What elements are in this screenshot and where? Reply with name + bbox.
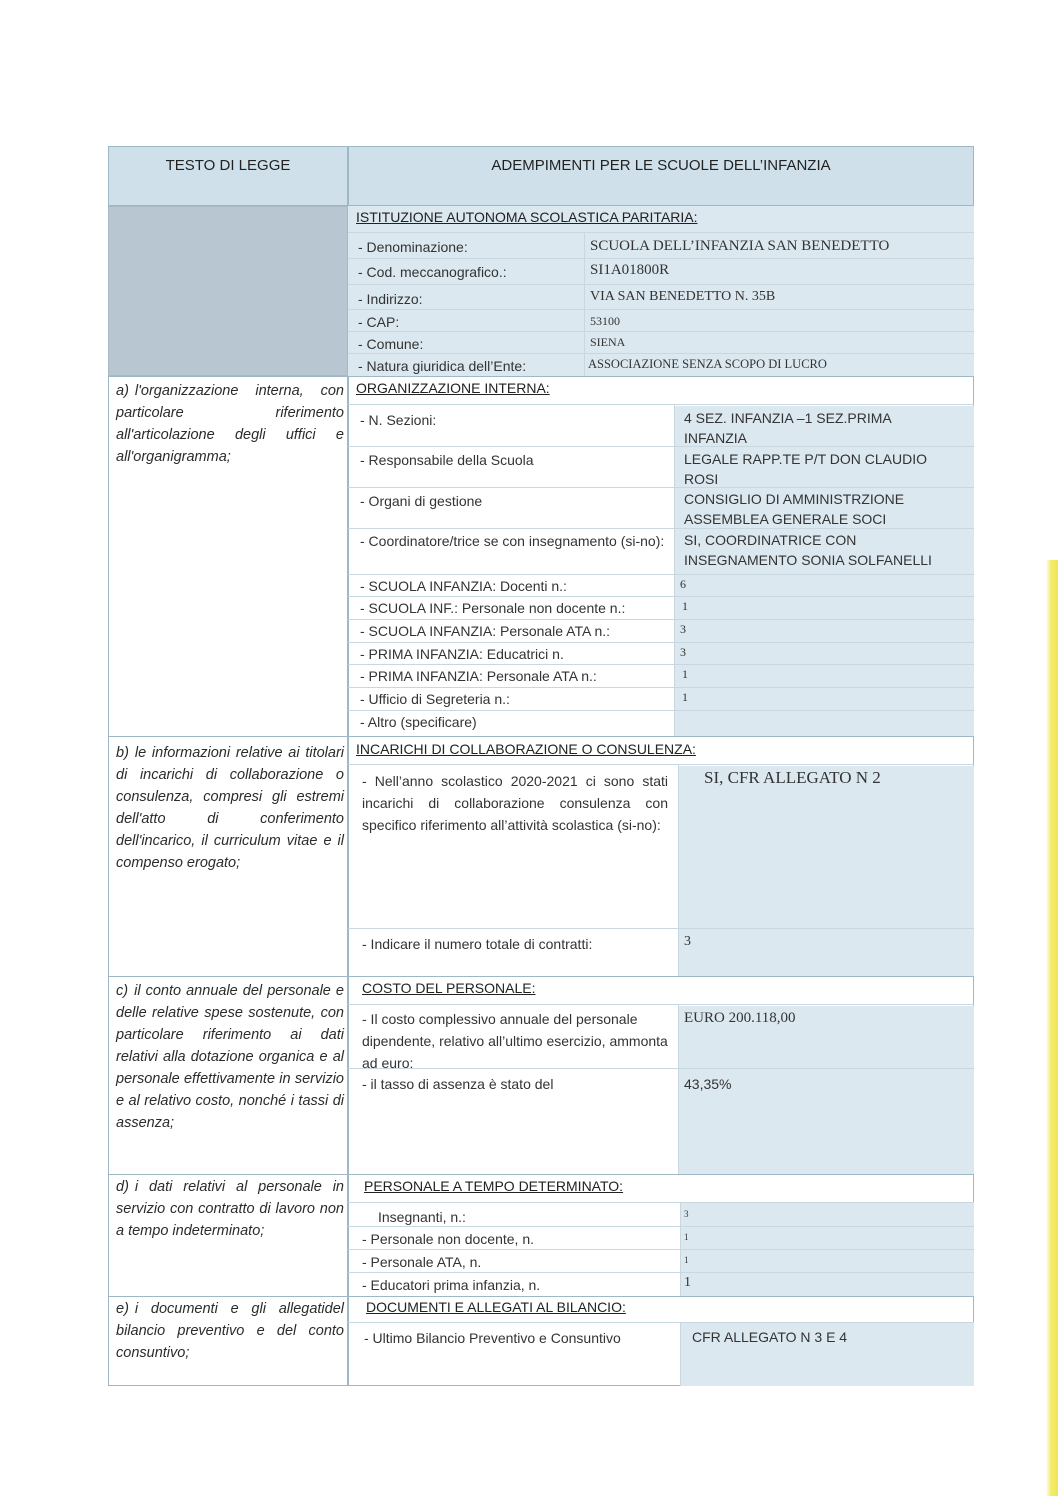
law-e-letter: e): [116, 1301, 129, 1317]
law-b-letter: b): [116, 745, 129, 761]
grey-placeholder-cell: [108, 206, 348, 376]
sec-b-heading: INCARICHI DI COLLABORAZIONE O CONSULENZA:: [356, 741, 696, 757]
a-label-8: - PRIMA INFANZIA: Personale ATA n.:: [360, 668, 597, 684]
law-c-letter: c): [116, 983, 129, 999]
header-right: ADEMPIMENTI PER LE SCUOLE DELL’INFANZIA: [348, 146, 974, 206]
a-label-4: - SCUOLA INFANZIA: Docenti n.:: [360, 578, 567, 594]
a-value-1: LEGALE RAPP.TE P/T DON CLAUDIO ROSI: [684, 451, 928, 487]
c-label-0: - Il costo complessivo annuale del personale dipendente, relativo all’ultimo esercizio, ammonta ad euro:: [362, 1011, 668, 1071]
sec-a-heading: ORGANIZZAZIONE INTERNA:: [356, 380, 550, 396]
a-value-0: 4 SEZ. INFANZIA –1 SEZ.PRIMA INFANZIA: [684, 410, 891, 446]
law-e-text: i documenti e gli allegatidel bilancio preventivo e del conto consuntivo;: [116, 1301, 344, 1361]
sec-d-heading: PERSONALE A TEMPO DETERMINATO:: [364, 1178, 624, 1194]
ist-label-1: - Cod. meccanografico.:: [358, 264, 507, 280]
e-value-0: CFR ALLEGATO N 3 E 4: [692, 1329, 848, 1345]
legal-table: [108, 146, 974, 1386]
a-value-2: CONSIGLIO DI AMMINISTRZIONE ASSEMBLEA GENERALE SOCI: [684, 491, 905, 527]
ist-label-3: - CAP:: [358, 314, 400, 330]
a-label-1: - Responsabile della Scuola: [360, 452, 534, 468]
ist-label-0: - Denominazione:: [358, 239, 468, 255]
ist-value-5: ASSOCIAZIONE SENZA SCOPO DI LUCRO: [588, 357, 827, 371]
ist-value-0: SCUOLA DELL’INFANZIA SAN BENEDETTO: [590, 238, 890, 254]
a-value-5: 1: [682, 599, 688, 613]
law-a: [116, 380, 344, 468]
sec-e-heading: DOCUMENTI E ALLEGATI AL BILANCIO:: [366, 1299, 626, 1315]
ist-value-1: SI1A01800R: [590, 262, 670, 278]
a-value-4: 6: [680, 577, 686, 591]
a-label-2: - Organi di gestione: [360, 493, 483, 509]
ist-label-5: - Natura giuridica dell’Ente:: [358, 358, 527, 374]
page-edge-tint: [1046, 560, 1058, 1496]
a-label-6: - SCUOLA INFANZIA: Personale ATA n.:: [360, 623, 611, 639]
header-left: TESTO DI LEGGE: [108, 146, 348, 206]
a-value-3: SI, COORDINATRICE CON INSEGNAMENTO SONIA SOLFANELLI: [684, 532, 932, 568]
d-label-3: - Educatori prima infanzia, n.: [362, 1277, 541, 1293]
law-column: [108, 146, 348, 1386]
b-value-1: 3: [684, 934, 691, 949]
a-value-9: 1: [682, 690, 688, 704]
a-value-7: 3: [680, 645, 686, 659]
law-b-text: le informazioni relative ai titolari di incarichi di collaborazione o consulenza, compresi gli estremi dell'atto di conferimento dell'incarico, il curriculum vitae e il compenso erogato;: [116, 745, 344, 871]
a-value-6: 3: [680, 622, 686, 636]
c-value-1: 43,35%: [684, 1076, 732, 1092]
d-value-2: 1: [684, 1255, 689, 1265]
e-label-0: - Ultimo Bilancio Preventivo e Consuntivo: [364, 1330, 621, 1346]
d-label-0: Insegnanti, n.:: [378, 1209, 466, 1225]
adempimenti-column: [348, 146, 974, 1386]
a-label-5: - SCUOLA INF.: Personale non docente n.:: [360, 600, 626, 616]
d-value-0: 3: [684, 1209, 689, 1219]
law-a-text: l'organizzazione interna, con particolare riferimento all'articolazione degli uffici e all'organigramma;: [116, 383, 344, 465]
ist-value-3: 53100: [590, 314, 620, 328]
c-label-1: - il tasso di assenza è stato del: [362, 1076, 554, 1092]
law-c-text: il conto annuale del personale e delle relative spese sostenute, con particolare riferimento ai dati relativi alla dotazione organica e al personale effettivamente in servizio e al relativo costo, nonché i tassi di assenza;: [116, 983, 344, 1131]
law-e: [116, 1298, 344, 1364]
a-label-10: - Altro (specificare): [360, 714, 477, 730]
a-label-9: - Ufficio di Segreteria n.:: [360, 691, 510, 707]
ist-value-2: VIA SAN BENEDETTO N. 35B: [590, 289, 776, 304]
ist-label-2: - Indirizzo:: [358, 291, 423, 307]
sec-c-heading: COSTO DEL PERSONALE:: [362, 980, 536, 996]
d-label-2: - Personale ATA, n.: [362, 1254, 482, 1270]
d-value-1: 1: [684, 1232, 689, 1242]
b-value-0: SI, CFR ALLEGATO N 2: [704, 768, 881, 787]
law-d-letter: d): [116, 1179, 129, 1195]
d-label-1: - Personale non docente, n.: [362, 1231, 535, 1247]
a-label-7: - PRIMA INFANZIA: Educatrici n.: [360, 646, 564, 662]
b-label-1: - Indicare il numero totale di contratti:: [362, 936, 593, 952]
c-value-0: EURO 200.118,00: [684, 1010, 796, 1026]
a-value-8: 1: [682, 667, 688, 681]
a-label-0: - N. Sezioni:: [360, 412, 437, 428]
a-label-3: - Coordinatore/trice se con insegnamento (si-no):: [360, 533, 665, 549]
istituzione-heading: ISTITUZIONE AUTONOMA SCOLASTICA PARITARIA:: [356, 209, 698, 225]
law-d: [116, 1176, 344, 1242]
ist-value-4: SIENA: [590, 335, 626, 349]
law-c: [116, 980, 344, 1134]
d-value-3: 1: [684, 1275, 691, 1290]
law-d-text: i dati relativi al personale in servizio con contratto di lavoro non a tempo indeterminato;: [116, 1179, 344, 1239]
b-label-0: - Nell’anno scolastico 2020-2021 ci sono stati incarichi di collaborazione consulenza con specifico riferimento all’attività scolastica (si-no):: [362, 773, 668, 833]
ist-label-4: - Comune:: [358, 336, 424, 352]
law-b: [116, 742, 344, 874]
law-a-letter: a): [116, 383, 129, 399]
